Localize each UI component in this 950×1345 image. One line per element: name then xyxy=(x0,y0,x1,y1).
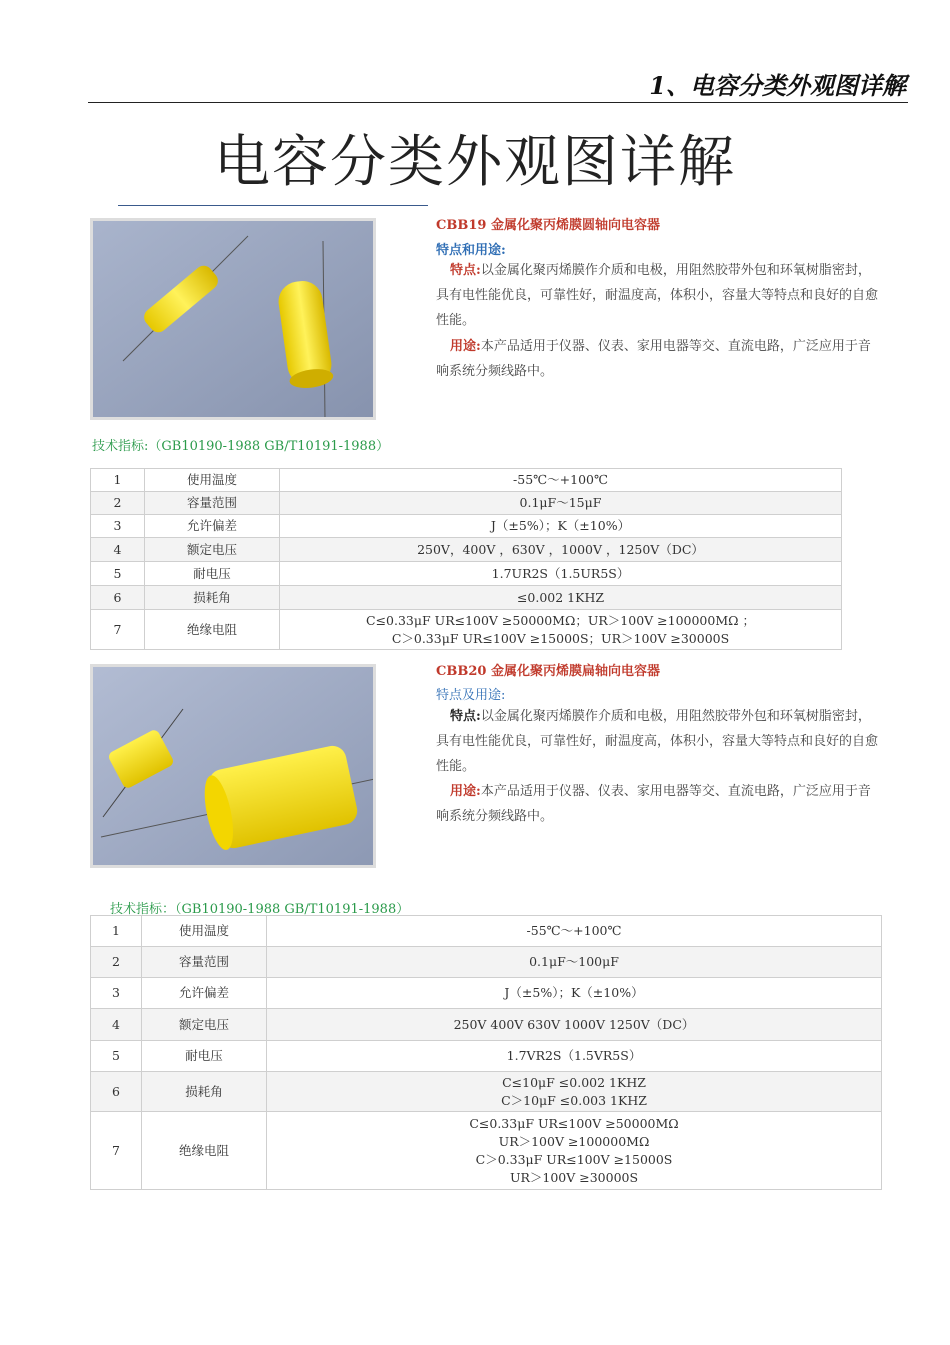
spec-table-cbb20 xyxy=(90,915,882,1190)
table-row xyxy=(91,586,842,610)
spec-label: 技术指标：（GB10190-1988 GB/T10191-1988） xyxy=(110,902,410,917)
title-underline xyxy=(118,205,428,206)
features-heading: 特点及用途: xyxy=(436,688,506,703)
usage-text: 本产品适用于仪器、仪表、家用电器等交、直流电路，广泛应用于音响系统分频线路中。 xyxy=(436,784,871,824)
spec-name: 绝缘电阻 xyxy=(142,1112,267,1190)
spec-value xyxy=(267,1072,882,1112)
row-number: 2 xyxy=(91,947,142,978)
capacitor-illustration xyxy=(93,221,376,420)
spec-name: 容量范围 xyxy=(142,947,267,978)
spec-name: 允许偏差 xyxy=(142,978,267,1009)
spec-table-cbb19 xyxy=(90,468,842,650)
table-row xyxy=(91,538,842,562)
row-number: 2 xyxy=(91,492,145,515)
spec-name: 损耗角 xyxy=(142,1072,267,1112)
spec-name: 允许偏差 xyxy=(145,515,280,538)
features-paragraph xyxy=(436,704,882,779)
row-number: 7 xyxy=(91,1112,142,1190)
row-number: 6 xyxy=(91,586,145,610)
spec-name: 耐电压 xyxy=(142,1041,267,1072)
spec-value: 0.1μF～15μF xyxy=(280,492,842,515)
value-line: UR＞100V ≥30000S xyxy=(509,1169,639,1185)
section-title: 1、电容分类外观图详解 xyxy=(649,71,906,100)
usage-keyword: 用途: xyxy=(450,784,481,799)
table-row xyxy=(91,916,882,947)
spec-name: 绝缘电阻 xyxy=(145,610,280,650)
row-number: 3 xyxy=(91,515,145,538)
row-number: 4 xyxy=(91,1009,142,1041)
table-row xyxy=(91,562,842,586)
usage-text: 本产品适用于仪器、仪表、家用电器等交、直流电路，广泛应用于音响系统分频线路中。 xyxy=(436,339,871,379)
row-number: 3 xyxy=(91,978,142,1009)
spec-value: 1.7VR2S（1.5VR5S） xyxy=(267,1041,882,1072)
table-row xyxy=(91,469,842,492)
row-number: 5 xyxy=(91,562,145,586)
usage-paragraph xyxy=(436,334,882,384)
spec-value: 250V，400V ，630V ，1000V ，1250V（DC） xyxy=(280,538,842,562)
spec-value: J（±5%）；K（±10%） xyxy=(267,978,882,1009)
features-text: 以金属化聚丙烯膜作介质和电极，用阻然胶带外包和环氧树脂密封，具有电性能优良，可靠性好，耐温度高，体积小，容量大等特点和良好的自愈性能。 xyxy=(436,709,879,774)
spec-name: 使用温度 xyxy=(142,916,267,947)
table-row xyxy=(91,1009,882,1041)
table-row xyxy=(91,610,842,650)
spec-value xyxy=(267,1112,882,1190)
product-title-cbb20: CBB20 金属化聚丙烯膜扁轴向电容器 xyxy=(436,664,660,679)
features-keyword: 特点: xyxy=(450,263,481,278)
spec-name: 损耗角 xyxy=(145,586,280,610)
spec-value: -55℃～+100℃ xyxy=(280,469,842,492)
spec-value: 0.1μF～100μF xyxy=(267,947,882,978)
spec-name: 使用温度 xyxy=(145,469,280,492)
capacitor-illustration xyxy=(93,667,376,868)
value-line: C≤10μF ≤0.002 1KHZ xyxy=(502,1074,646,1090)
table-row xyxy=(91,515,842,538)
product-title-cbb19: CBB19 金属化聚丙烯膜圆轴向电容器 xyxy=(436,218,660,233)
value-line: C＞0.33μF UR≤100V ≥15000S xyxy=(475,1151,673,1167)
spec-value: ≤0.002 1KHZ xyxy=(280,586,842,610)
spec-name: 额定电压 xyxy=(142,1009,267,1041)
value-line: C≤0.33μF UR≤100V ≥50000MΩ；UR＞100V ≥100000MΩ ； xyxy=(366,612,755,628)
product-photo-cbb19 xyxy=(90,218,376,420)
table-row xyxy=(91,1112,882,1190)
table-row xyxy=(91,978,882,1009)
value-line: UR＞100V ≥100000MΩ xyxy=(498,1133,650,1149)
features-text: 以金属化聚丙烯膜作介质和电极，用阻然胶带外包和环氧树脂密封，具有电性能优良，可靠性好，耐温度高，体积小，容量大等特点和良好的自愈性能。 xyxy=(436,263,879,328)
row-number: 5 xyxy=(91,1041,142,1072)
spec-value: 250V 400V 630V 1000V 1250V（DC） xyxy=(267,1009,882,1041)
features-paragraph xyxy=(436,258,882,333)
value-line: C＞10μF ≤0.003 1KHZ xyxy=(501,1092,647,1108)
spec-value: J（±5%）；K（±10%） xyxy=(280,515,842,538)
product-photo-cbb20 xyxy=(90,664,376,868)
features-heading: 特点和用途: xyxy=(436,243,506,258)
spec-name: 额定电压 xyxy=(145,538,280,562)
page-title: 电容分类外观图详解 xyxy=(214,130,736,195)
row-number: 4 xyxy=(91,538,145,562)
table-row xyxy=(91,1041,882,1072)
row-number: 1 xyxy=(91,916,142,947)
table-row xyxy=(91,947,882,978)
table-row xyxy=(91,492,842,515)
spec-value xyxy=(280,610,842,650)
spec-name: 容量范围 xyxy=(145,492,280,515)
spec-value: -55℃～+100℃ xyxy=(267,916,882,947)
value-line: C≤0.33μF UR≤100V ≥50000MΩ xyxy=(469,1115,679,1131)
row-number: 6 xyxy=(91,1072,142,1112)
header-divider xyxy=(88,102,908,103)
usage-keyword: 用途: xyxy=(450,339,481,354)
spec-label: 技术指标:（GB10190-1988 GB/T10191-1988） xyxy=(92,439,390,454)
value-line: C＞0.33μF UR≤100V ≥15000S；UR＞100V ≥30000S xyxy=(391,630,730,646)
features-keyword: 特点: xyxy=(450,709,481,724)
table-row xyxy=(91,1072,882,1112)
row-number: 1 xyxy=(91,469,145,492)
spec-name: 耐电压 xyxy=(145,562,280,586)
row-number: 7 xyxy=(91,610,145,650)
usage-paragraph xyxy=(436,779,882,829)
spec-value: 1.7UR2S（1.5UR5S） xyxy=(280,562,842,586)
